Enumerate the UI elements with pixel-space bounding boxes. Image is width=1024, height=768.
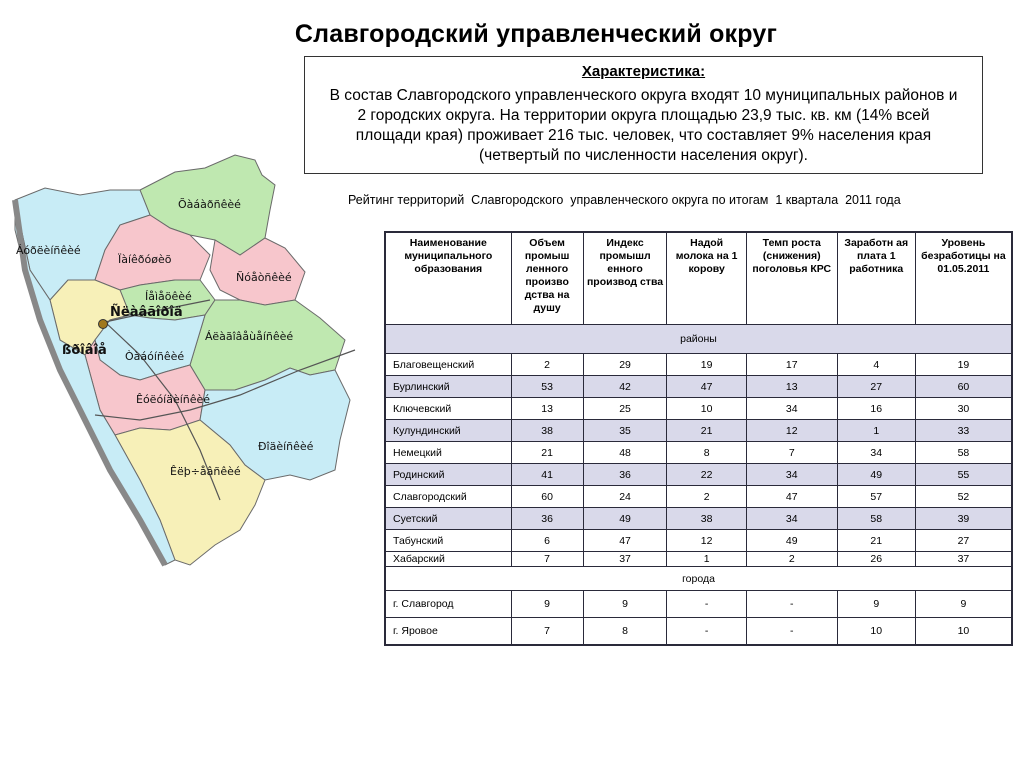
table-row xyxy=(385,508,1012,530)
row-value-cell: 30 xyxy=(915,398,1012,420)
characteristic-box xyxy=(304,56,983,174)
row-value-cell: 47 xyxy=(583,530,667,552)
page-title: Славгородский управленческий округ xyxy=(294,20,778,48)
row-value-cell: 34 xyxy=(746,464,837,486)
map-label: Áëàãîâåùåíñêèé xyxy=(205,330,294,343)
row-value-cell: 47 xyxy=(746,486,837,508)
row-value-cell: 29 xyxy=(583,354,667,376)
district-map xyxy=(0,150,360,570)
row-value-cell: 49 xyxy=(837,464,915,486)
column-header: Индекс промышл енного производ ства xyxy=(583,232,667,325)
map-label: Ñóåòñêèé xyxy=(236,271,292,284)
row-value-cell: 38 xyxy=(511,420,583,442)
table-row xyxy=(385,420,1012,442)
row-value-cell: 26 xyxy=(837,552,915,567)
row-value-cell: 9 xyxy=(511,591,583,618)
map-label: Íåìåöêèé xyxy=(145,290,192,303)
row-value-cell: 12 xyxy=(667,530,746,552)
row-name-cell: Кулундинский xyxy=(385,420,511,442)
map-label: Êóëóíäèíñêèé xyxy=(136,393,211,406)
row-value-cell: 36 xyxy=(511,508,583,530)
row-value-cell: 38 xyxy=(667,508,746,530)
row-value-cell: 17 xyxy=(746,354,837,376)
row-value-cell: 12 xyxy=(746,420,837,442)
row-value-cell: 16 xyxy=(837,398,915,420)
row-value-cell: 27 xyxy=(915,530,1012,552)
row-value-cell: 10 xyxy=(915,618,1012,646)
map-label: Áóðëèíñêèé xyxy=(16,244,81,257)
row-value-cell: 60 xyxy=(511,486,583,508)
row-value-cell: - xyxy=(746,618,837,646)
map-label-city: ßðîâîå xyxy=(62,343,107,358)
row-value-cell: 19 xyxy=(667,354,746,376)
row-value-cell: 33 xyxy=(915,420,1012,442)
row-value-cell: 7 xyxy=(511,552,583,567)
table-row xyxy=(385,376,1012,398)
row-value-cell: 49 xyxy=(583,508,667,530)
row-name-cell: Бурлинский xyxy=(385,376,511,398)
row-value-cell: 7 xyxy=(511,618,583,646)
row-name-cell: г. Славгород xyxy=(385,591,511,618)
row-value-cell: 1 xyxy=(837,420,915,442)
row-value-cell: 58 xyxy=(837,508,915,530)
map-label: Ðîäèíñêèé xyxy=(258,440,314,453)
table-row xyxy=(385,442,1012,464)
column-header: Наименование муниципального образования xyxy=(385,232,511,325)
table-row xyxy=(385,552,1012,567)
row-value-cell: 48 xyxy=(583,442,667,464)
row-value-cell: 52 xyxy=(915,486,1012,508)
row-value-cell: 9 xyxy=(837,591,915,618)
row-value-cell: 8 xyxy=(583,618,667,646)
row-name-cell: Ключевский xyxy=(385,398,511,420)
table-row xyxy=(385,486,1012,508)
row-value-cell: 9 xyxy=(915,591,1012,618)
map-label: Êëþ÷åâñêèé xyxy=(170,465,241,478)
table-row xyxy=(385,591,1012,618)
row-name-cell: Табунский xyxy=(385,530,511,552)
rating-table xyxy=(384,231,1013,646)
row-value-cell: - xyxy=(746,591,837,618)
row-value-cell: 10 xyxy=(837,618,915,646)
row-value-cell: 41 xyxy=(511,464,583,486)
row-value-cell: - xyxy=(667,591,746,618)
row-name-cell: Немецкий xyxy=(385,442,511,464)
row-value-cell: 9 xyxy=(583,591,667,618)
row-value-cell: - xyxy=(667,618,746,646)
row-value-cell: 47 xyxy=(667,376,746,398)
table-row xyxy=(385,398,1012,420)
row-value-cell: 34 xyxy=(746,508,837,530)
row-value-cell: 39 xyxy=(915,508,1012,530)
characteristic-heading: Характеристика: xyxy=(581,63,706,80)
row-value-cell: 37 xyxy=(583,552,667,567)
table-header-row xyxy=(385,232,1012,325)
row-name-cell: Славгородский xyxy=(385,486,511,508)
row-value-cell: 6 xyxy=(511,530,583,552)
rating-title: Рейтинг территорий Славгородского управленческого округа по итогам 1 квартала 2011 года xyxy=(348,193,901,207)
row-value-cell: 21 xyxy=(837,530,915,552)
row-name-cell: Благовещенский xyxy=(385,354,511,376)
row-value-cell: 24 xyxy=(583,486,667,508)
row-value-cell: 35 xyxy=(583,420,667,442)
row-value-cell: 60 xyxy=(915,376,1012,398)
row-value-cell: 8 xyxy=(667,442,746,464)
row-value-cell: 22 xyxy=(667,464,746,486)
section-label: районы xyxy=(385,325,1012,354)
row-value-cell: 53 xyxy=(511,376,583,398)
column-header: Уровень безработицы на 01.05.2011 xyxy=(915,232,1012,325)
row-value-cell: 25 xyxy=(583,398,667,420)
table-row xyxy=(385,618,1012,646)
section-label: города xyxy=(385,567,1012,591)
row-value-cell: 13 xyxy=(746,376,837,398)
row-value-cell: 49 xyxy=(746,530,837,552)
row-value-cell: 19 xyxy=(915,354,1012,376)
table-row xyxy=(385,354,1012,376)
section-row-cities xyxy=(385,567,1012,591)
row-value-cell: 42 xyxy=(583,376,667,398)
row-value-cell: 10 xyxy=(667,398,746,420)
row-value-cell: 58 xyxy=(915,442,1012,464)
row-name-cell: Суетский xyxy=(385,508,511,530)
row-name-cell: г. Яровое xyxy=(385,618,511,646)
row-value-cell: 1 xyxy=(667,552,746,567)
map-label: Òàáóíñêèé xyxy=(125,350,185,363)
row-value-cell: 21 xyxy=(667,420,746,442)
row-value-cell: 7 xyxy=(746,442,837,464)
row-value-cell: 27 xyxy=(837,376,915,398)
row-name-cell: Родинский xyxy=(385,464,511,486)
row-value-cell: 4 xyxy=(837,354,915,376)
column-header: Объем промыш ленного произво дства на душу xyxy=(511,232,583,325)
table-row xyxy=(385,530,1012,552)
section-row-districts xyxy=(385,325,1012,354)
row-value-cell: 36 xyxy=(583,464,667,486)
row-value-cell: 34 xyxy=(746,398,837,420)
characteristic-text: В состав Славгородского управленческого округа входят 10 муниципальных районов и 2 городских округа. На территории округа площадью 23,9 тыс. кв. км (14% всей площади края) проживает 216 тыс. человек, что составляет 9% населения края (четвертый по численности населения округ). xyxy=(329,87,958,164)
row-value-cell: 21 xyxy=(511,442,583,464)
map-label: Õàáàðñêèé xyxy=(178,198,241,211)
row-value-cell: 57 xyxy=(837,486,915,508)
map-label-city: Ñëàâãîðîä xyxy=(110,305,183,320)
table-row xyxy=(385,464,1012,486)
row-value-cell: 55 xyxy=(915,464,1012,486)
row-name-cell: Хабарский xyxy=(385,552,511,567)
column-header: Заработн ая плата 1 работника xyxy=(837,232,915,325)
row-value-cell: 34 xyxy=(837,442,915,464)
city-marker-slavgorod xyxy=(99,320,108,329)
row-value-cell: 37 xyxy=(915,552,1012,567)
row-value-cell: 2 xyxy=(511,354,583,376)
table-body xyxy=(385,325,1012,646)
column-header: Темп роста (снижения) поголовья КРС xyxy=(746,232,837,325)
map-label: Ïàíêðóøèõ xyxy=(118,253,172,266)
row-value-cell: 13 xyxy=(511,398,583,420)
row-value-cell: 2 xyxy=(667,486,746,508)
column-header: Надой молока на 1 корову xyxy=(667,232,746,325)
row-value-cell: 2 xyxy=(746,552,837,567)
